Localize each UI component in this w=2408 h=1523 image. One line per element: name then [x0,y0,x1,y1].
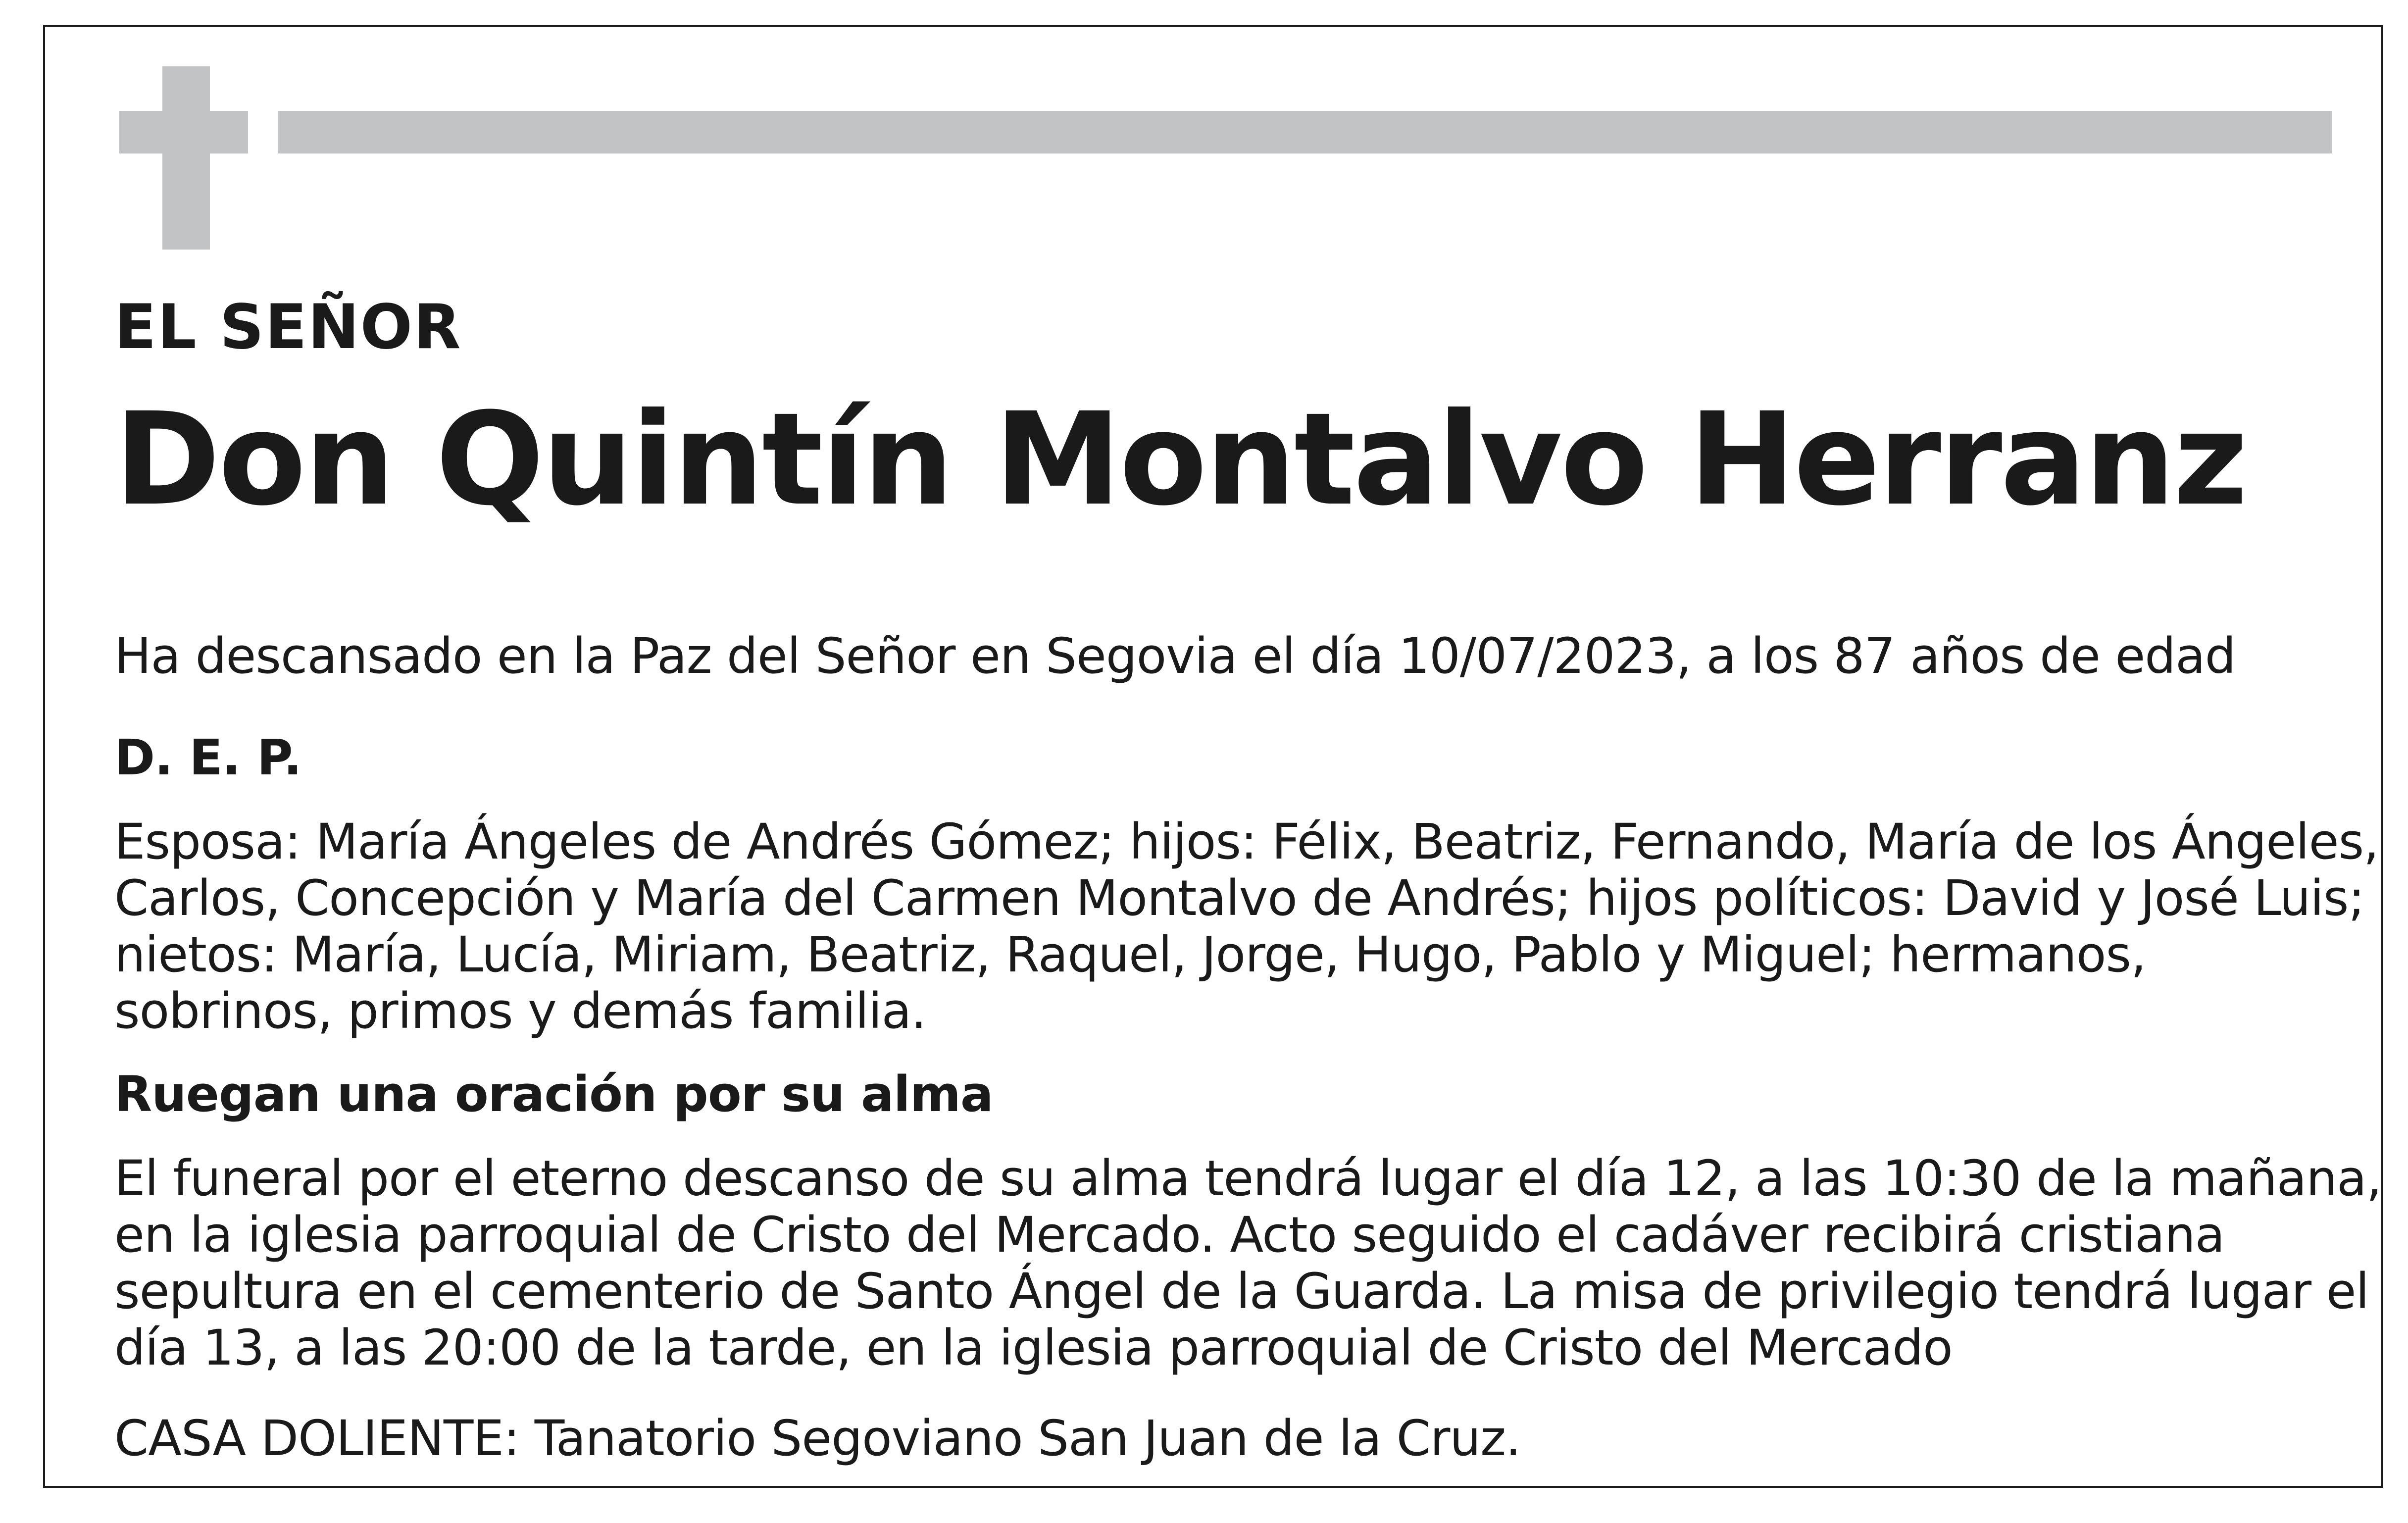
header-rule [278,111,2332,153]
prayer-request: Ruegan una oración por su alma [114,1066,993,1123]
family-line: sobrinos, primos y demás familia. [114,983,926,1040]
family-line: Esposa: María Ángeles de Andrés Gómez; hijos: Félix, Beatriz, Fernando, María de los Ángeles, [114,813,2379,870]
funeral-line: en la iglesia parroquial de Cristo del Mercado. Acto seguido el cadáver recibirá cristiana [114,1207,2225,1264]
cross-icon [119,66,248,250]
funeral-line: El funeral por el eterno descanso de su alma tendrá lugar el día 12, a las 10:30 de la mañana, [114,1150,2382,1207]
funeral-line: sepultura en el cementerio de Santo Ángel de la Guarda. La misa de privilegio tendrá lugar el [114,1263,2369,1320]
funeral-line: día 13, a las 20:00 de la tarde, en la iglesia parroquial de Cristo del Mercado [114,1320,1953,1376]
obituary-notice [43,25,2383,1488]
family-list [114,814,2379,1040]
family-line: nietos: María, Lucía, Miriam, Beatriz, Raquel, Jorge, Hugo, Pablo y Miguel; hermanos, [114,926,2146,983]
cross-horizontal-bar [119,111,248,153]
cross-vertical-bar [162,66,210,250]
deceased-name: Don Quintín Montalvo Herranz [114,385,2246,534]
dep-abbreviation: D. E. P. [114,729,301,786]
funeral-details [114,1151,2381,1376]
house-of-mourning: CASA DOLIENTE: Tanatorio Segoviano San Juan de la Cruz. [114,1410,1521,1467]
death-details: Ha descansado en la Paz del Señor en Segovia el día 10/07/2023, a los 87 años de edad [114,628,2236,685]
family-line: Carlos, Concepción y María del Carmen Montalvo de Andrés; hijos políticos: David y José Luis; [114,870,2364,927]
title-prefix: EL SEÑOR [114,292,462,363]
